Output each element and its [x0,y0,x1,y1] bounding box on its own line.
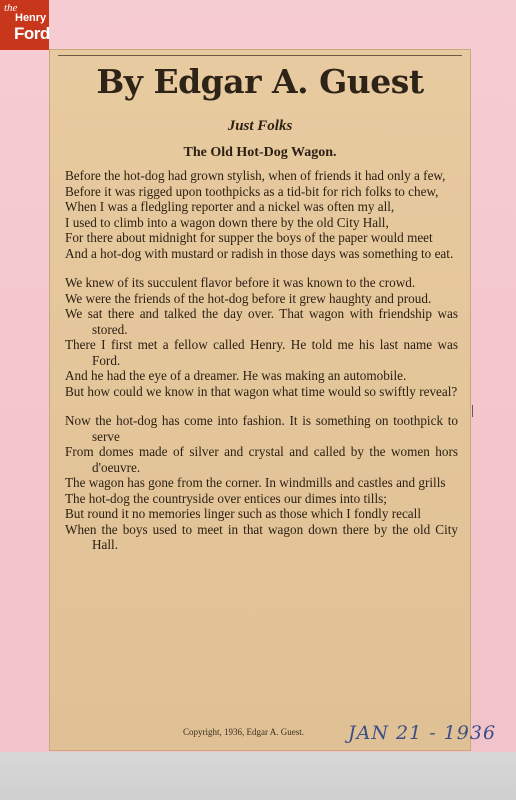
bottom-gray-strip [0,752,516,800]
poem-line: When the boys used to meet in that wagon down there by the old City Hall. [65,521,458,552]
poem-line: We sat there and talked the day over. That wagon with friendship was stored. [65,306,458,337]
poem-line: There I first met a fellow called Henry. He told me his last name was Ford. [65,337,458,368]
logo-henry: Henry [15,12,47,24]
byline: By Edgar A. Guest [96,62,424,101]
poem-title: The Old Hot-Dog Wagon. [183,145,337,160]
poem-line: But round it no memories linger such as those which I fondly recall [65,506,421,521]
stanza-break [65,261,458,275]
logo-ford: Ford [14,24,50,43]
edge-mark [472,405,473,417]
poem-line: I used to climb into a wagon down there by the old City Hall, [65,214,389,230]
poem-line: And a hot-dog with mustard or radish in those days was something to eat. [65,245,454,261]
poem-line: Before the hot-dog had grown stylish, when of friends it had only a few, [65,168,446,183]
poem-line: From domes made of silver and crystal and called by the women hors d'oeuvre. [65,444,458,475]
poem-line: The hot-dog the countryside over entices our dimes into tills; [65,490,387,506]
stanza-break [65,399,458,413]
poem-line: When I was a fledgling reporter and a nickel was often my all, [65,199,395,214]
poem-line: For there about midnight for supper the boys of the paper would meet [65,230,433,245]
poem-line: But how could we know in that wagon what time would so swiftly reveal? [65,383,458,399]
logo-the: the [4,2,18,14]
poem-line: Before it was rigged upon toothpicks as a tid-bit for rich folks to chew, [65,183,439,199]
copyright-line: Copyright, 1936, Edgar A. Guest. [183,727,304,737]
poem-line: And he had the eye of a dreamer. He was making an automobile. [65,368,407,383]
top-rule [58,55,462,56]
henry-ford-logo [0,0,49,50]
poem-line: The wagon has gone from the corner. In windmills and castles and grills [65,475,446,490]
newspaper-clipping [50,50,470,750]
column-name: Just Folks [227,118,293,134]
poem-line: Now the hot-dog has come into fashion. It is something on toothpick to serve [65,413,458,444]
handwritten-date: JAN 21 - 1936 [348,722,497,744]
poem-line: We were the friends of the hot-dog before it grew haughty and proud. [65,290,432,306]
poem-body [65,168,458,553]
poem-line: We knew of its succulent flavor before it was known to the crowd. [65,275,416,290]
